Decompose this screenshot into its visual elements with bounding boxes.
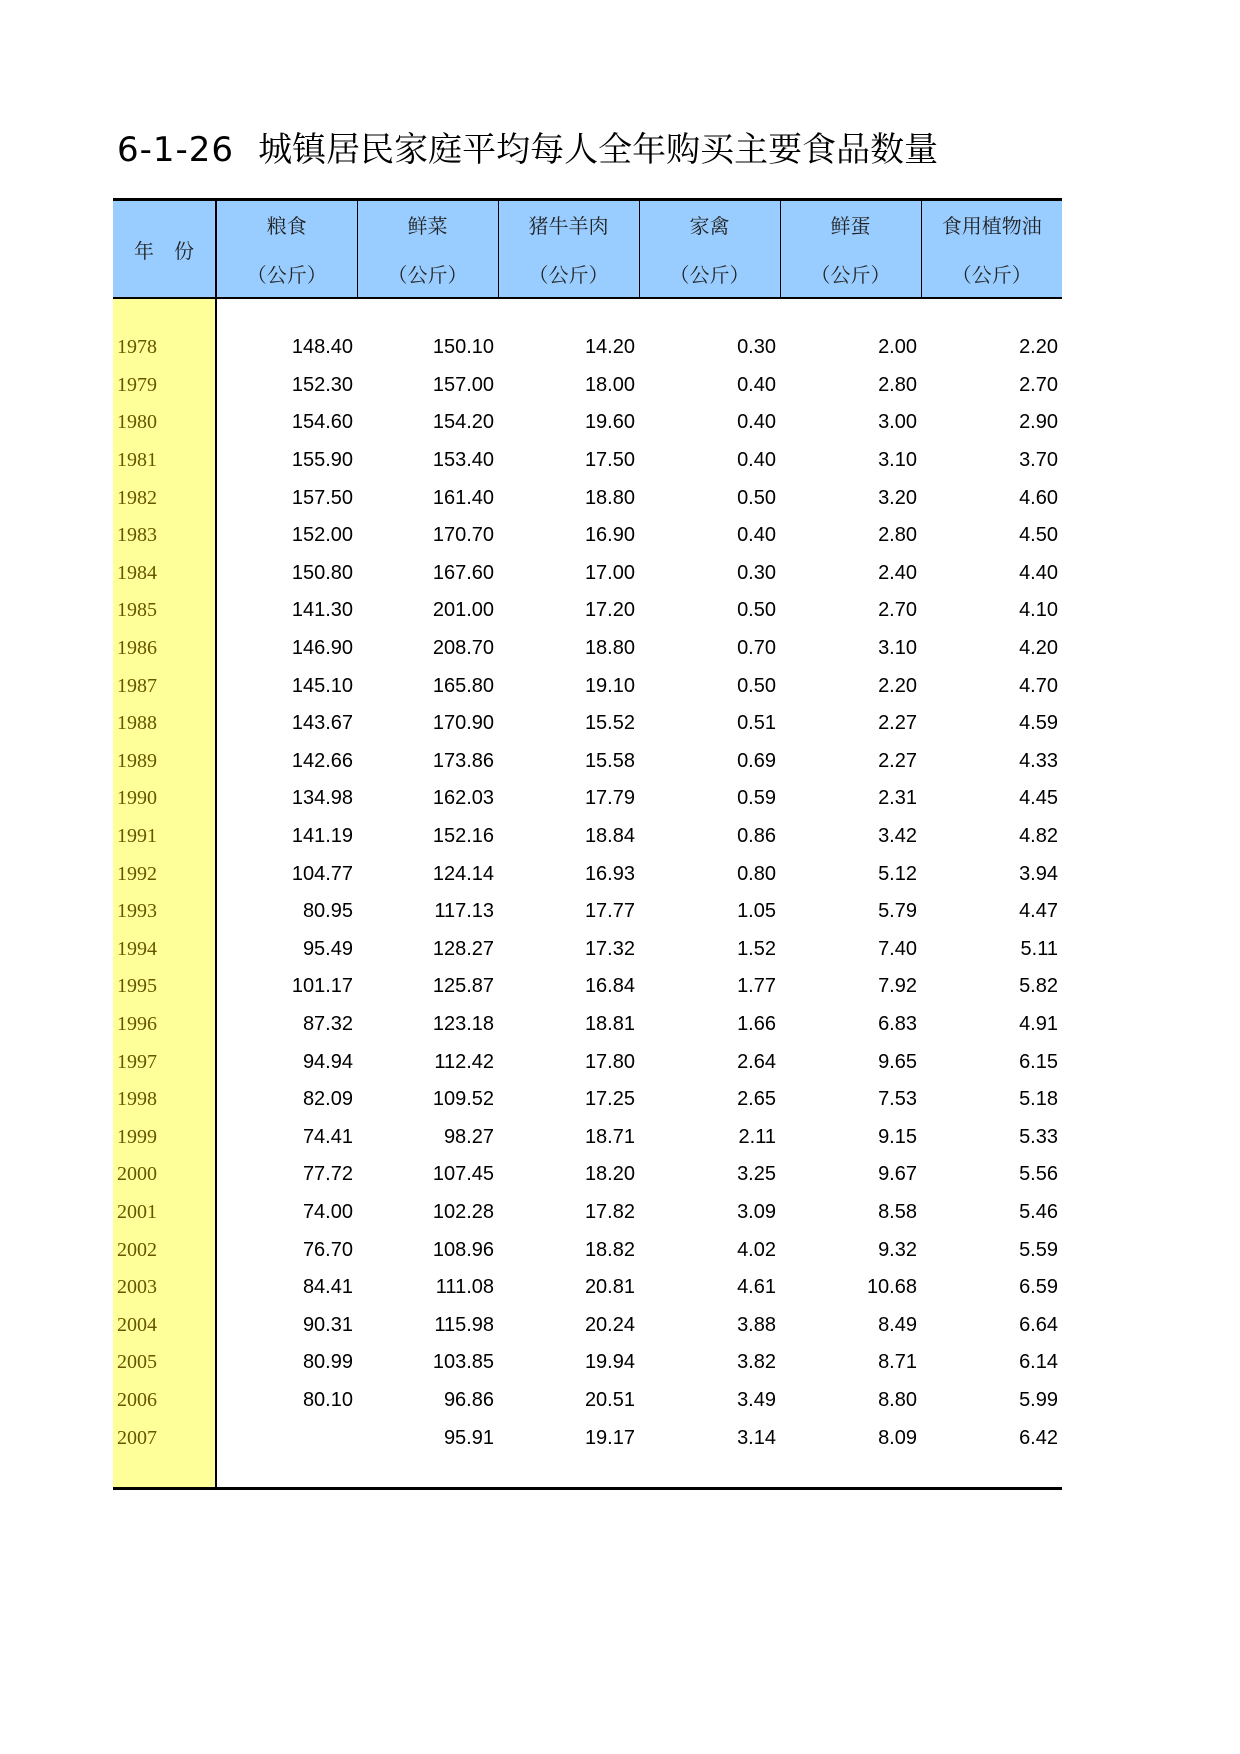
value-cell: 2.20 [878, 674, 917, 697]
year-cell: 1998 [113, 1081, 216, 1119]
value-cell: 102.28 [432, 1200, 494, 1223]
value-cell: 145.10 [291, 674, 353, 697]
value-cell: 3.94 [1019, 862, 1058, 885]
year-cell: 2000 [113, 1156, 216, 1194]
value-cell: 0.30 [737, 561, 776, 584]
value-cell: 6.83 [878, 1012, 917, 1035]
value-cell: 16.93 [584, 862, 635, 885]
value-cell: 142.66 [291, 749, 353, 772]
value-cell: 170.70 [432, 524, 494, 547]
column-header-eggs [780, 200, 921, 299]
value-cell: 4.91 [1019, 1012, 1058, 1035]
value-cell: 2.70 [1019, 373, 1058, 396]
value-cell: 8.09 [878, 1426, 917, 1449]
value-cell: 3.20 [878, 486, 917, 509]
value-cell: 155.90 [291, 449, 353, 472]
value-cell: 150.80 [291, 561, 353, 584]
year-cell: 1996 [113, 1006, 216, 1044]
value-cell: 124.14 [432, 862, 494, 885]
value-cell: 5.11 [1020, 937, 1058, 960]
value-cell: 6.14 [1019, 1351, 1058, 1374]
value-cell: 108.96 [432, 1238, 494, 1261]
table-row [113, 404, 1062, 442]
year-cell: 1982 [113, 479, 216, 517]
year-cell: 2005 [113, 1344, 216, 1382]
value-cell: 3.14 [737, 1426, 776, 1449]
value-cell: 76.70 [302, 1238, 353, 1261]
value-cell: 16.90 [584, 524, 635, 547]
year-cell: 2001 [113, 1194, 216, 1232]
value-cell: 3.10 [878, 449, 917, 472]
year-cell: 1981 [113, 442, 216, 480]
value-cell: 150.10 [432, 336, 494, 359]
value-cell: 5.99 [1019, 1388, 1058, 1411]
value-cell: 128.27 [432, 937, 494, 960]
year-cell: 1990 [113, 780, 216, 818]
column-name: 粮食 [266, 214, 307, 238]
value-cell: 3.70 [1019, 449, 1058, 472]
value-cell: 18.80 [584, 486, 635, 509]
value-cell: 20.24 [584, 1313, 635, 1336]
year-cell: 2004 [113, 1306, 216, 1344]
value-cell: 201.00 [432, 599, 494, 622]
value-cell: 3.82 [737, 1351, 776, 1374]
column-header-vegetable-oil [921, 200, 1062, 299]
value-cell: 5.56 [1019, 1163, 1058, 1186]
value-cell: 17.00 [584, 561, 635, 584]
data-table [113, 198, 1062, 1490]
value-cell: 125.87 [432, 975, 494, 998]
value-cell: 84.41 [302, 1276, 353, 1299]
value-cell: 157.00 [432, 373, 494, 396]
value-cell: 2.64 [737, 1050, 776, 1073]
value-cell: 2.80 [878, 524, 917, 547]
value-cell: 101.17 [291, 975, 353, 998]
value-cell: 115.98 [434, 1313, 494, 1336]
value-cell: 5.12 [878, 862, 917, 885]
value-cell: 3.09 [737, 1200, 776, 1223]
value-cell: 7.40 [878, 937, 917, 960]
value-cell: 4.20 [1019, 637, 1058, 660]
value-cell: 167.60 [432, 561, 494, 584]
value-cell: 5.33 [1019, 1125, 1058, 1148]
year-cell: 1995 [113, 968, 216, 1006]
column-unit: （公斤） [387, 263, 468, 287]
value-cell: 94.94 [302, 1050, 353, 1073]
value-cell: 2.90 [1019, 411, 1058, 434]
value-cell: 152.30 [291, 373, 353, 396]
value-cell: 9.67 [878, 1163, 917, 1186]
table-title: 城镇居民家庭平均每人全年购买主要食品数量 [258, 130, 939, 170]
value-cell: 10.68 [866, 1276, 917, 1299]
column-unit: （公斤） [246, 263, 327, 287]
year-cell: 1985 [113, 592, 216, 630]
value-cell: 0.51 [737, 712, 776, 735]
value-cell: 2.70 [878, 599, 917, 622]
value-cell: 112.42 [434, 1050, 494, 1073]
value-cell: 17.25 [584, 1088, 635, 1111]
value-cell: 2.40 [878, 561, 917, 584]
value-cell: 134.98 [291, 787, 353, 810]
year-cell: 1991 [113, 818, 216, 856]
value-cell: 4.45 [1019, 787, 1058, 810]
year-cell: 1983 [113, 517, 216, 555]
value-cell: 4.61 [737, 1276, 776, 1299]
value-cell: 148.40 [291, 336, 353, 359]
value-cell: 16.84 [584, 975, 635, 998]
value-cell: 161.40 [432, 486, 494, 509]
year-cell: 1992 [113, 855, 216, 893]
column-header-vegetables [357, 200, 498, 299]
year-cell: 1987 [113, 667, 216, 705]
column-name: 鲜蛋 [830, 214, 871, 238]
value-cell: 90.31 [302, 1313, 353, 1336]
table-row [113, 705, 1062, 743]
year-cell: 1993 [113, 893, 216, 931]
year-cell: 1986 [113, 630, 216, 668]
table-row [113, 1231, 1062, 1269]
value-cell: 162.03 [432, 787, 494, 810]
value-cell: 3.10 [878, 637, 917, 660]
value-cell: 2.80 [878, 373, 917, 396]
column-name: 食用植物油 [941, 214, 1042, 238]
value-cell: 15.58 [584, 749, 635, 772]
value-cell: 0.59 [737, 787, 776, 810]
value-cell: 0.30 [737, 336, 776, 359]
value-cell: 154.20 [432, 411, 494, 434]
table-row [113, 1156, 1062, 1194]
value-cell: 0.86 [737, 825, 776, 848]
table-row [113, 1306, 1062, 1344]
table-row [113, 1419, 1062, 1457]
value-cell: 0.40 [737, 373, 776, 396]
value-cell: 1.77 [737, 975, 776, 998]
value-cell: 154.60 [291, 411, 353, 434]
value-cell: 18.84 [584, 825, 635, 848]
year-cell: 2006 [113, 1382, 216, 1420]
value-cell: 4.50 [1019, 524, 1058, 547]
value-cell: 1.05 [737, 900, 776, 923]
value-cell: 2.11 [738, 1125, 776, 1148]
table-row [113, 968, 1062, 1006]
value-cell: 0.50 [737, 486, 776, 509]
value-cell: 208.70 [432, 637, 494, 660]
year-cell: 2003 [113, 1269, 216, 1307]
value-cell: 3.25 [737, 1163, 776, 1186]
value-cell: 95.49 [302, 937, 353, 960]
year-cell: 1997 [113, 1043, 216, 1081]
value-cell: 0.70 [737, 637, 776, 660]
value-cell: 17.80 [584, 1050, 635, 1073]
value-cell: 173.86 [432, 749, 494, 772]
value-cell: 96.86 [443, 1388, 494, 1411]
value-cell: 0.40 [737, 411, 776, 434]
column-unit: （公斤） [528, 263, 609, 287]
value-cell: 17.20 [584, 599, 635, 622]
table-row [113, 367, 1062, 405]
value-cell: 17.50 [584, 449, 635, 472]
value-cell: 18.20 [584, 1163, 635, 1186]
value-cell: 152.16 [432, 825, 494, 848]
table-row [113, 479, 1062, 517]
value-cell: 15.52 [584, 712, 635, 735]
table-row [113, 1081, 1062, 1119]
value-cell: 17.77 [584, 900, 635, 923]
value-cell: 98.27 [443, 1125, 494, 1148]
value-cell: 2.27 [878, 749, 917, 772]
value-cell: 17.79 [584, 787, 635, 810]
table-row [113, 780, 1062, 818]
value-cell: 4.59 [1019, 712, 1058, 735]
column-unit: （公斤） [951, 263, 1032, 287]
value-cell: 9.15 [878, 1125, 917, 1148]
value-cell: 0.50 [737, 599, 776, 622]
year-cell: 1984 [113, 555, 216, 593]
value-cell: 165.80 [432, 674, 494, 697]
value-cell: 8.58 [878, 1200, 917, 1223]
table-row [113, 743, 1062, 781]
value-cell: 5.46 [1019, 1200, 1058, 1223]
value-cell: 18.81 [584, 1012, 635, 1035]
value-cell: 109.52 [432, 1088, 494, 1111]
column-header-meat [498, 200, 639, 299]
value-cell [216, 1419, 357, 1457]
value-cell: 5.18 [1019, 1088, 1058, 1111]
value-cell: 2.31 [878, 787, 917, 810]
value-cell: 103.85 [432, 1351, 494, 1374]
spacer-row [113, 298, 1062, 329]
column-header-grain [216, 200, 357, 299]
year-cell: 1978 [113, 329, 216, 367]
value-cell: 0.69 [737, 749, 776, 772]
value-cell: 4.02 [737, 1238, 776, 1261]
value-cell: 4.47 [1019, 900, 1058, 923]
year-cell: 1979 [113, 367, 216, 405]
value-cell: 80.99 [302, 1351, 353, 1374]
value-cell: 4.40 [1019, 561, 1058, 584]
value-cell: 146.90 [291, 637, 353, 660]
table-row [113, 855, 1062, 893]
value-cell: 6.64 [1019, 1313, 1058, 1336]
table-row [113, 517, 1062, 555]
value-cell: 19.94 [584, 1351, 635, 1374]
year-cell: 1999 [113, 1118, 216, 1156]
value-cell: 0.40 [737, 449, 776, 472]
column-name: 家禽 [689, 214, 730, 238]
table-row [113, 1194, 1062, 1232]
value-cell: 20.51 [584, 1388, 635, 1411]
value-cell: 20.81 [584, 1276, 635, 1299]
value-cell: 19.60 [584, 411, 635, 434]
value-cell: 4.10 [1019, 599, 1058, 622]
year-cell: 1988 [113, 705, 216, 743]
value-cell: 19.17 [584, 1426, 635, 1449]
table-row [113, 1006, 1062, 1044]
value-cell: 6.59 [1019, 1276, 1058, 1299]
value-cell: 4.70 [1019, 674, 1058, 697]
table-row [113, 630, 1062, 668]
value-cell: 80.10 [302, 1388, 353, 1411]
column-header-poultry [639, 200, 780, 299]
table-code: 6-1-26 [117, 130, 235, 170]
value-cell: 8.80 [878, 1388, 917, 1411]
value-cell: 18.80 [584, 637, 635, 660]
column-unit: （公斤） [669, 263, 750, 287]
value-cell: 123.18 [432, 1012, 494, 1035]
value-cell: 80.95 [302, 900, 353, 923]
table-row [113, 592, 1062, 630]
table-row [113, 1118, 1062, 1156]
value-cell: 6.15 [1019, 1050, 1058, 1073]
value-cell: 2.20 [1019, 336, 1058, 359]
value-cell: 3.88 [737, 1313, 776, 1336]
value-cell: 104.77 [291, 862, 353, 885]
value-cell: 2.00 [878, 336, 917, 359]
table-row [113, 893, 1062, 931]
value-cell: 141.30 [291, 599, 353, 622]
value-cell: 18.00 [584, 373, 635, 396]
header-row [113, 200, 1062, 299]
value-cell: 18.82 [584, 1238, 635, 1261]
value-cell: 8.49 [878, 1313, 917, 1336]
value-cell: 107.45 [432, 1163, 494, 1186]
column-unit: （公斤） [810, 263, 891, 287]
year-cell: 1980 [113, 404, 216, 442]
value-cell: 5.79 [878, 900, 917, 923]
page-title [117, 122, 938, 171]
table-row [113, 1344, 1062, 1382]
value-cell: 2.27 [878, 712, 917, 735]
value-cell: 95.91 [443, 1426, 494, 1449]
year-cell: 1994 [113, 931, 216, 969]
table-row [113, 1382, 1062, 1420]
value-cell: 3.49 [737, 1388, 776, 1411]
table-row [113, 1043, 1062, 1081]
column-name: 猪牛羊肉 [528, 214, 609, 238]
year-cell: 2007 [113, 1419, 216, 1457]
table-row [113, 667, 1062, 705]
value-cell: 77.72 [302, 1163, 353, 1186]
value-cell: 170.90 [432, 712, 494, 735]
value-cell: 2.65 [737, 1088, 776, 1111]
value-cell: 18.71 [584, 1125, 635, 1148]
value-cell: 9.65 [878, 1050, 917, 1073]
value-cell: 6.42 [1019, 1426, 1058, 1449]
value-cell: 19.10 [584, 674, 635, 697]
value-cell: 5.59 [1019, 1238, 1058, 1261]
value-cell: 1.66 [737, 1012, 776, 1035]
value-cell: 17.32 [584, 937, 635, 960]
year-cell: 2002 [113, 1231, 216, 1269]
spacer-row [113, 1457, 1062, 1489]
table-body [113, 298, 1062, 1488]
value-cell: 9.32 [878, 1238, 917, 1261]
value-cell: 117.13 [434, 900, 494, 923]
value-cell: 5.82 [1019, 975, 1058, 998]
value-cell: 111.08 [435, 1276, 494, 1299]
value-cell: 157.50 [291, 486, 353, 509]
value-cell: 143.67 [291, 712, 353, 735]
value-cell: 17.82 [584, 1200, 635, 1223]
year-header: 年 份 [113, 200, 216, 299]
value-cell: 152.00 [291, 524, 353, 547]
value-cell: 74.41 [302, 1125, 353, 1148]
value-cell: 7.92 [878, 975, 917, 998]
value-cell: 7.53 [878, 1088, 917, 1111]
value-cell: 8.71 [878, 1351, 917, 1374]
value-cell: 14.20 [584, 336, 635, 359]
value-cell: 1.52 [737, 937, 776, 960]
value-cell: 0.50 [737, 674, 776, 697]
value-cell: 4.82 [1019, 825, 1058, 848]
table-row [113, 931, 1062, 969]
table-row [113, 1269, 1062, 1307]
table-row [113, 555, 1062, 593]
value-cell: 87.32 [302, 1012, 353, 1035]
value-cell: 141.19 [291, 825, 353, 848]
value-cell: 4.33 [1019, 749, 1058, 772]
table-row [113, 818, 1062, 856]
column-name: 鲜菜 [407, 214, 448, 238]
value-cell: 74.00 [302, 1200, 353, 1223]
year-cell: 1989 [113, 743, 216, 781]
value-cell: 82.09 [302, 1088, 353, 1111]
value-cell: 0.40 [737, 524, 776, 547]
table-row [113, 329, 1062, 367]
value-cell: 0.80 [737, 862, 776, 885]
value-cell: 153.40 [432, 449, 494, 472]
value-cell: 3.00 [878, 411, 917, 434]
value-cell: 3.42 [878, 825, 917, 848]
value-cell: 4.60 [1019, 486, 1058, 509]
table-row [113, 442, 1062, 480]
